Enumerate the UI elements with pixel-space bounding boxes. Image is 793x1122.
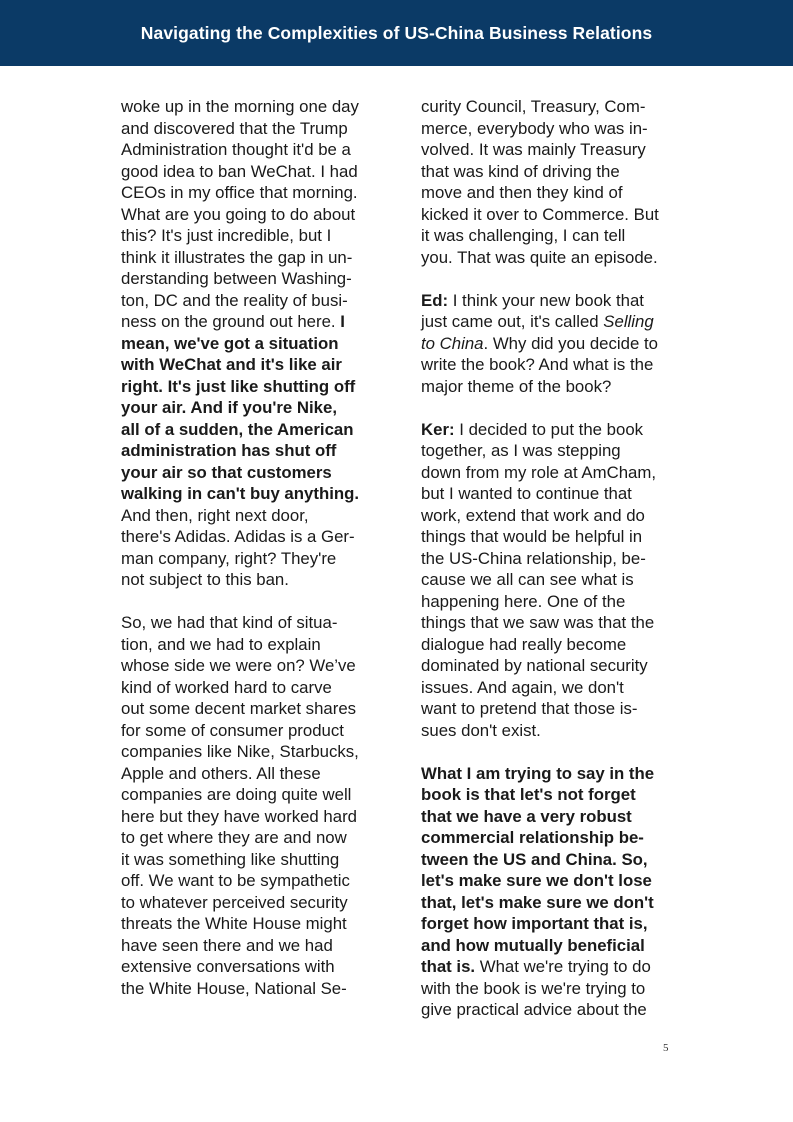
text-line: [421, 139, 693, 161]
text-segment: things that we saw was that the: [421, 613, 655, 632]
text-segment: there's Adidas. Adidas is a Ger-: [121, 527, 355, 546]
text-segment: What are you going to do about: [121, 204, 356, 224]
text-line: [421, 806, 693, 828]
text-line: [121, 956, 391, 978]
bold-text: mean, we've got a situation: [121, 333, 339, 353]
text-segment: dominated by national security: [421, 656, 648, 675]
text-segment: this? It's just incredible, but I: [121, 226, 332, 245]
text-line: [121, 612, 391, 634]
bold-text: that we have a very robust: [421, 806, 632, 826]
text-segment: threats the White House might: [121, 914, 347, 933]
text-line: [421, 247, 693, 269]
text-line: [421, 290, 693, 312]
text-segment: the White House, National Se-: [121, 978, 347, 998]
text-segment: not subject to this ban.: [121, 570, 289, 589]
text-segment: I decided to put the book: [454, 419, 644, 439]
bold-text: administration has shut off: [121, 441, 337, 460]
bold-text: that, let's make sure we don't: [421, 892, 654, 912]
text-segment: it was challenging, I can tell: [421, 226, 626, 245]
text-segment: derstanding between Washing-: [121, 269, 352, 288]
text-line: [121, 569, 391, 591]
text-line: [421, 333, 693, 355]
text-segment: think it illustrates the gap in un-: [121, 247, 353, 267]
paragraph-gap: [121, 591, 391, 613]
text-line: [121, 225, 391, 247]
text-segment: together, as I was stepping: [421, 441, 621, 460]
text-segment: And then, right next door,: [121, 505, 309, 525]
text-segment: move and then they kind of: [421, 183, 623, 202]
text-segment: work, extend that work and do: [421, 505, 645, 525]
text-line: [121, 397, 391, 419]
text-segment: just came out, it's called: [421, 312, 604, 331]
text-segment: ton, DC and the reality of busi-: [121, 290, 348, 310]
paragraph-gap: [421, 268, 693, 290]
text-segment: What we're trying to do: [475, 957, 651, 976]
text-line: [421, 225, 693, 247]
text-line: [121, 913, 391, 935]
text-segment: for some of consumer product: [121, 720, 344, 740]
text-line: [421, 182, 693, 204]
italic-text: Selling: [603, 312, 654, 331]
text-segment: that was kind of driving the: [421, 161, 620, 181]
text-line: [121, 354, 391, 376]
bold-text: that is.: [421, 957, 476, 976]
text-line: [421, 462, 693, 484]
bold-text: tween the US and China. So,: [421, 849, 648, 869]
text-segment: extensive conversations with: [121, 957, 335, 976]
text-line: [421, 677, 693, 699]
text-line: [121, 978, 391, 1000]
bold-text: your air. And if you're Nike,: [121, 398, 337, 417]
text-line: [121, 311, 391, 333]
text-segment: have seen there and we had: [121, 935, 333, 955]
text-segment: to get where they are and now: [121, 828, 347, 847]
text-line: [121, 741, 391, 763]
text-segment: kicked it over to Commerce. But: [421, 204, 659, 224]
text-line: [421, 978, 693, 1000]
text-line: [421, 655, 693, 677]
text-line: [121, 333, 391, 355]
page-number: 5: [663, 1042, 669, 1054]
text-line: [421, 440, 693, 462]
text-line: [421, 999, 693, 1021]
bold-text: What I am trying to say in the: [421, 763, 655, 783]
text-segment: volved. It was mainly Treasury: [421, 140, 646, 159]
text-line: [421, 763, 693, 785]
text-line: [121, 376, 391, 398]
bold-text: I: [340, 312, 345, 331]
text-segment: and discovered that the Trump: [121, 118, 348, 138]
text-segment: want to pretend that those is-: [421, 699, 638, 718]
text-line: [421, 311, 693, 333]
text-segment: you. That was quite an episode.: [421, 247, 658, 267]
text-line: [121, 483, 391, 505]
text-line: [121, 204, 391, 226]
text-segment: off. We want to be sympathetic: [121, 871, 350, 890]
text-line: [121, 935, 391, 957]
text-line: [421, 956, 693, 978]
text-line: [421, 935, 693, 957]
text-line: [121, 505, 391, 527]
text-line: [421, 569, 693, 591]
text-segment: Apple and others. All these: [121, 763, 321, 783]
text-segment: issues. And again, we don't: [421, 677, 624, 697]
text-line: [121, 118, 391, 140]
text-line: [421, 419, 693, 441]
text-segment: out some decent market shares: [121, 699, 357, 718]
text-line: [121, 290, 391, 312]
bold-text: with WeChat and it's like air: [121, 355, 342, 374]
text-line: [421, 612, 693, 634]
text-segment: I think your new book that: [448, 290, 644, 310]
text-segment: give practical advice about the: [421, 1000, 647, 1019]
bold-text: let's make sure we don't lose: [421, 871, 652, 890]
text-line: [121, 892, 391, 914]
text-line: [421, 376, 693, 398]
text-line: [421, 118, 693, 140]
text-line: [421, 913, 693, 935]
text-segment: things that would be helpful in: [421, 527, 643, 546]
text-line: [421, 483, 693, 505]
bold-text: walking in can't buy anything.: [121, 484, 360, 503]
bold-text: and how mutually beneficial: [421, 935, 645, 955]
text-line: [421, 870, 693, 892]
text-segment: good idea to ban WeChat. I had: [121, 161, 358, 181]
text-segment: down from my role at AmCham,: [421, 462, 657, 482]
text-line: [421, 720, 693, 742]
text-segment: companies are doing quite well: [121, 785, 352, 804]
bold-text: Ed:: [421, 290, 449, 310]
bold-text: book is that let's not forget: [421, 785, 636, 804]
text-segment: but I wanted to continue that: [421, 484, 632, 503]
text-line: [421, 591, 693, 613]
text-line: [121, 806, 391, 828]
text-segment: companies like Nike, Starbucks,: [121, 742, 359, 761]
text-segment: with the book is we're trying to: [421, 978, 646, 998]
text-segment: cause we all can see what is: [421, 570, 634, 589]
text-segment: dialogue had really become: [421, 634, 627, 654]
text-segment: Administration thought it'd be a: [121, 140, 351, 159]
text-line: [121, 634, 391, 656]
text-line: [121, 247, 391, 269]
bold-text: commercial relationship be-: [421, 828, 644, 847]
text-line: [121, 526, 391, 548]
text-line: [121, 462, 391, 484]
text-line: [121, 161, 391, 183]
text-line: [121, 870, 391, 892]
text-line: [421, 161, 693, 183]
text-line: [421, 849, 693, 871]
text-line: [121, 268, 391, 290]
text-line: [421, 204, 693, 226]
text-segment: to whatever perceived security: [121, 892, 348, 912]
paragraph-gap: [421, 741, 693, 763]
text-line: [421, 548, 693, 570]
text-segment: kind of worked hard to carve: [121, 677, 332, 697]
text-segment: curity Council, Treasury, Com-: [421, 97, 646, 116]
text-segment: the US-China relationship, be-: [421, 548, 646, 568]
text-line: [421, 505, 693, 527]
text-segment: merce, everybody who was in-: [421, 118, 648, 138]
text-segment: happening here. One of the: [421, 591, 626, 611]
text-line: [121, 677, 391, 699]
text-segment: it was something like shutting: [121, 849, 340, 869]
text-line: [421, 892, 693, 914]
text-line: [121, 96, 391, 118]
text-line: [121, 698, 391, 720]
text-segment: CEOs in my office that morning.: [121, 183, 358, 202]
text-segment: tion, and we had to explain: [121, 634, 321, 654]
text-line: [121, 440, 391, 462]
text-line: [421, 354, 693, 376]
text-segment: man company, right? They're: [121, 548, 337, 568]
text-line: [121, 784, 391, 806]
text-line: [121, 655, 391, 677]
text-segment: here but they have worked hard: [121, 806, 358, 826]
text-line: [121, 763, 391, 785]
text-segment: So, we had that kind of situa-: [121, 613, 338, 632]
text-line: [121, 720, 391, 742]
bold-text: right. It's just like shutting off: [121, 376, 356, 396]
text-segment: woke up in the morning one day: [121, 97, 359, 116]
paragraph-gap: [421, 397, 693, 419]
text-line: [421, 698, 693, 720]
text-segment: write the book? And what is the: [421, 355, 654, 374]
text-line: [421, 526, 693, 548]
bold-text: Ker:: [421, 419, 455, 439]
text-line: [121, 827, 391, 849]
text-line: [421, 634, 693, 656]
bold-text: your air so that customers: [121, 462, 332, 482]
text-line: [121, 548, 391, 570]
text-segment: major theme of the book?: [421, 376, 612, 396]
text-segment: ness on the ground out here.: [121, 312, 341, 331]
italic-text: to China: [421, 333, 484, 353]
text-line: [121, 139, 391, 161]
text-line: [121, 182, 391, 204]
right-column: [421, 96, 693, 1021]
header-title: Navigating the Complexities of US-China Business Relations: [140, 22, 653, 43]
text-line: [421, 784, 693, 806]
page-header: [0, 0, 793, 66]
text-line: [121, 849, 391, 871]
text-line: [421, 96, 693, 118]
text-segment: . Why did you decide to: [483, 333, 658, 353]
bold-text: all of a sudden, the American: [121, 419, 354, 439]
text-line: [121, 419, 391, 441]
left-column: [121, 96, 391, 999]
text-line: [421, 827, 693, 849]
bold-text: forget how important that is,: [421, 914, 648, 933]
text-segment: whose side we were on? We’ve: [121, 656, 356, 675]
text-segment: sues don't exist.: [421, 720, 541, 740]
